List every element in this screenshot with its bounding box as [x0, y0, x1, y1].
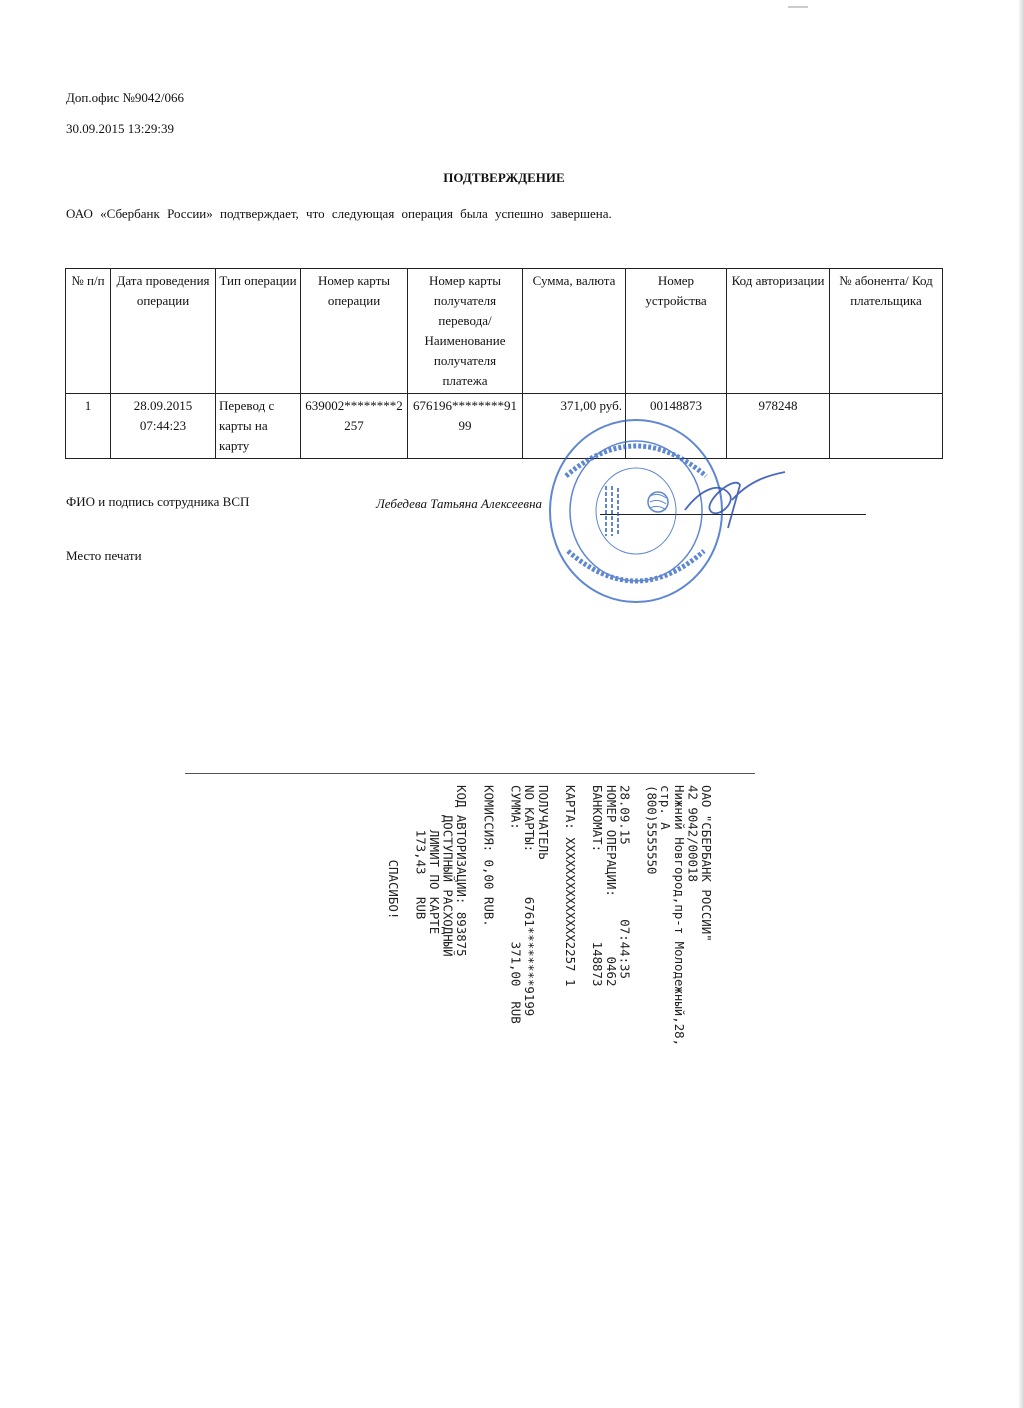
header-type: Тип операции [216, 269, 301, 394]
cell-type: Перевод с карты на карту [216, 394, 301, 459]
receipt-line: КОД АВТОРИЗАЦИИ: 893875 [454, 785, 470, 957]
cell-date: 28.09.2015 07:44:23 [111, 394, 216, 459]
receipt-line: 42 9042/00018 [685, 785, 701, 882]
cell-auth: 978248 [727, 394, 830, 459]
header-auth: Код авторизации [727, 269, 830, 394]
receipt-line: ЛИМИТ ПО КАРТЕ [427, 785, 442, 935]
receipt-cut-line [185, 773, 755, 774]
cell-subscriber [830, 394, 943, 459]
header-card: Номер карты операции [301, 269, 408, 394]
receipt-line: КАРТА: XXXXXXXXXXXXXX2257 1 [563, 785, 578, 987]
header-device: Номер устройства [626, 269, 727, 394]
atm-receipt [232, 785, 716, 1085]
receipt-line: стр. А [658, 785, 674, 830]
receipt-text [232, 785, 716, 1085]
operations-table [65, 268, 943, 459]
header-subscriber: № абонента/ Код плательщика [830, 269, 943, 394]
employee-name: Лебедева Татьяна Алексеевна [376, 496, 543, 511]
receipt-line: ОАО "СБЕРБАНК РОССИИ" [699, 785, 714, 942]
cell-num: 1 [66, 394, 111, 459]
receipt-line: БАНКОМАТ: 148873 [590, 785, 606, 987]
header-date: Дата проведения операции [111, 269, 216, 394]
receipt-line: ДОСТУПНЫЙ РАСХОДНЫЙ [440, 785, 456, 957]
receipt-line: (800)5555550 [644, 785, 660, 875]
cell-amount: 371,00 руб. [523, 394, 626, 459]
scan-smudge [788, 6, 808, 8]
header-num: № п/п [66, 269, 111, 394]
receipt-line: 173,43 RUB [413, 785, 429, 920]
receipt-line: Нижний Новгород,пр-т Молодежный,28, [671, 785, 687, 1047]
table-header-row [66, 269, 943, 394]
page-edge-shadow [1018, 0, 1024, 1408]
document-title: ПОДТВЕРЖДЕНИЕ [443, 170, 565, 185]
cell-recipient: 676196********9199 [408, 394, 523, 459]
intro-text: ОАО «Сбербанк России» подтверждает, что следующая операция была успешно завершена. [66, 206, 612, 221]
receipt-line: СПАСИБО! [386, 785, 402, 920]
document-datetime: 30.09.2015 13:29:39 [66, 121, 174, 136]
receipt-line: КОМИССИЯ: 0,00 RUB. [481, 785, 497, 927]
header-amount: Сумма, валюта [523, 269, 626, 394]
seal-place-label: Место печати [66, 548, 142, 563]
receipt-line: СУММА: 371,00 RUB [508, 785, 524, 1024]
signature-icon [680, 470, 790, 530]
table-row [66, 394, 943, 459]
receipt-line: NO КАРТЫ: 6761********9199 [522, 785, 538, 1017]
receipt-line: ПОЛУЧАТЕЛЬ [535, 785, 551, 860]
employee-label: ФИО и подпись сотрудника ВСП [66, 494, 250, 509]
header-recipient: Номер карты получателя перевода/ Наименование получателя платежа [408, 269, 523, 394]
receipt-line: 28.09.15 07:44:35 [617, 785, 633, 979]
office-name: Доп.офис №9042/066 [66, 90, 184, 105]
cell-card: 639002********2257 [301, 394, 408, 459]
cell-device: 00148873 [626, 394, 727, 459]
receipt-line: НОМЕР ОПЕРАЦИИ: 0462 [603, 785, 619, 987]
